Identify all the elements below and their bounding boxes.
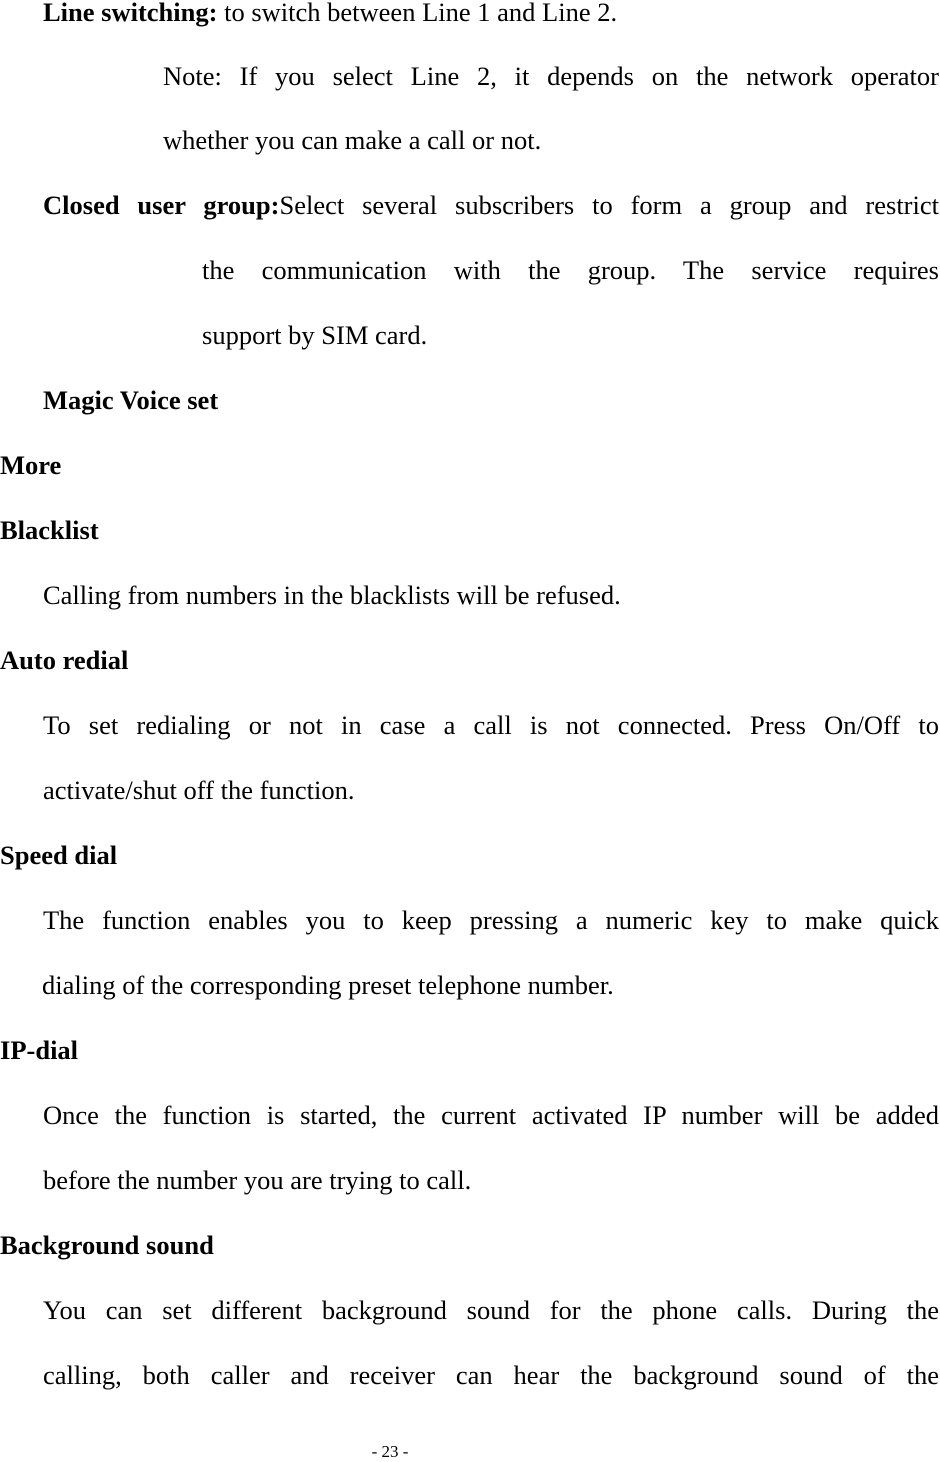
ip-dial-line1: Once the function is started, the current activated IP number will be added — [43, 1100, 939, 1130]
speed-dial-heading: Speed dial — [0, 840, 118, 870]
auto-redial-heading: Auto redial — [0, 645, 129, 675]
closed-user-group-label: Closed user group: — [43, 190, 280, 220]
more-heading: More — [0, 450, 62, 480]
line-switching-label: Line switching: — [43, 0, 218, 27]
speed-dial-line1: The function enables you to keep pressing a numeric key to make quick — [43, 905, 939, 935]
closed-user-group-line2: the communication with the group. The service requires — [202, 255, 939, 285]
ip-dial-line2: before the number you are trying to call. — [43, 1165, 472, 1195]
magic-voice-set-label: Magic Voice set — [43, 385, 219, 415]
background-sound-line1: You can set different background sound for the phone calls. During the — [43, 1295, 939, 1325]
line-switching-text: to switch between Line 1 and Line 2. — [217, 0, 618, 27]
page-number: - 23 - — [371, 1442, 409, 1461]
background-sound-line2: calling, both caller and receiver can hear the background sound of the — [43, 1360, 939, 1390]
speed-dial-line2: dialing of the corresponding preset telephone number. — [42, 970, 614, 1000]
ip-dial-heading: IP-dial — [0, 1035, 79, 1065]
closed-user-group-paragraph — [43, 187, 939, 223]
closed-user-group-line1: Select several subscribers to form a group and restrict — [279, 190, 939, 220]
line-switching-note-line1: Note: If you select Line 2, it depends on the network operator — [163, 61, 939, 91]
blacklist-heading: Blacklist — [0, 515, 99, 545]
blacklist-text: Calling from numbers in the blacklists will be refused. — [43, 580, 621, 610]
auto-redial-line2: activate/shut off the function. — [43, 775, 355, 805]
closed-user-group-line3: support by SIM card. — [202, 320, 428, 350]
line-switching-note-line2: whether you can make a call or not. — [163, 125, 542, 155]
background-sound-heading: Background sound — [0, 1230, 214, 1260]
auto-redial-line1: To set redialing or not in case a call is not connected. Press On/Off to — [43, 710, 939, 740]
line-switching-paragraph — [43, 0, 617, 30]
